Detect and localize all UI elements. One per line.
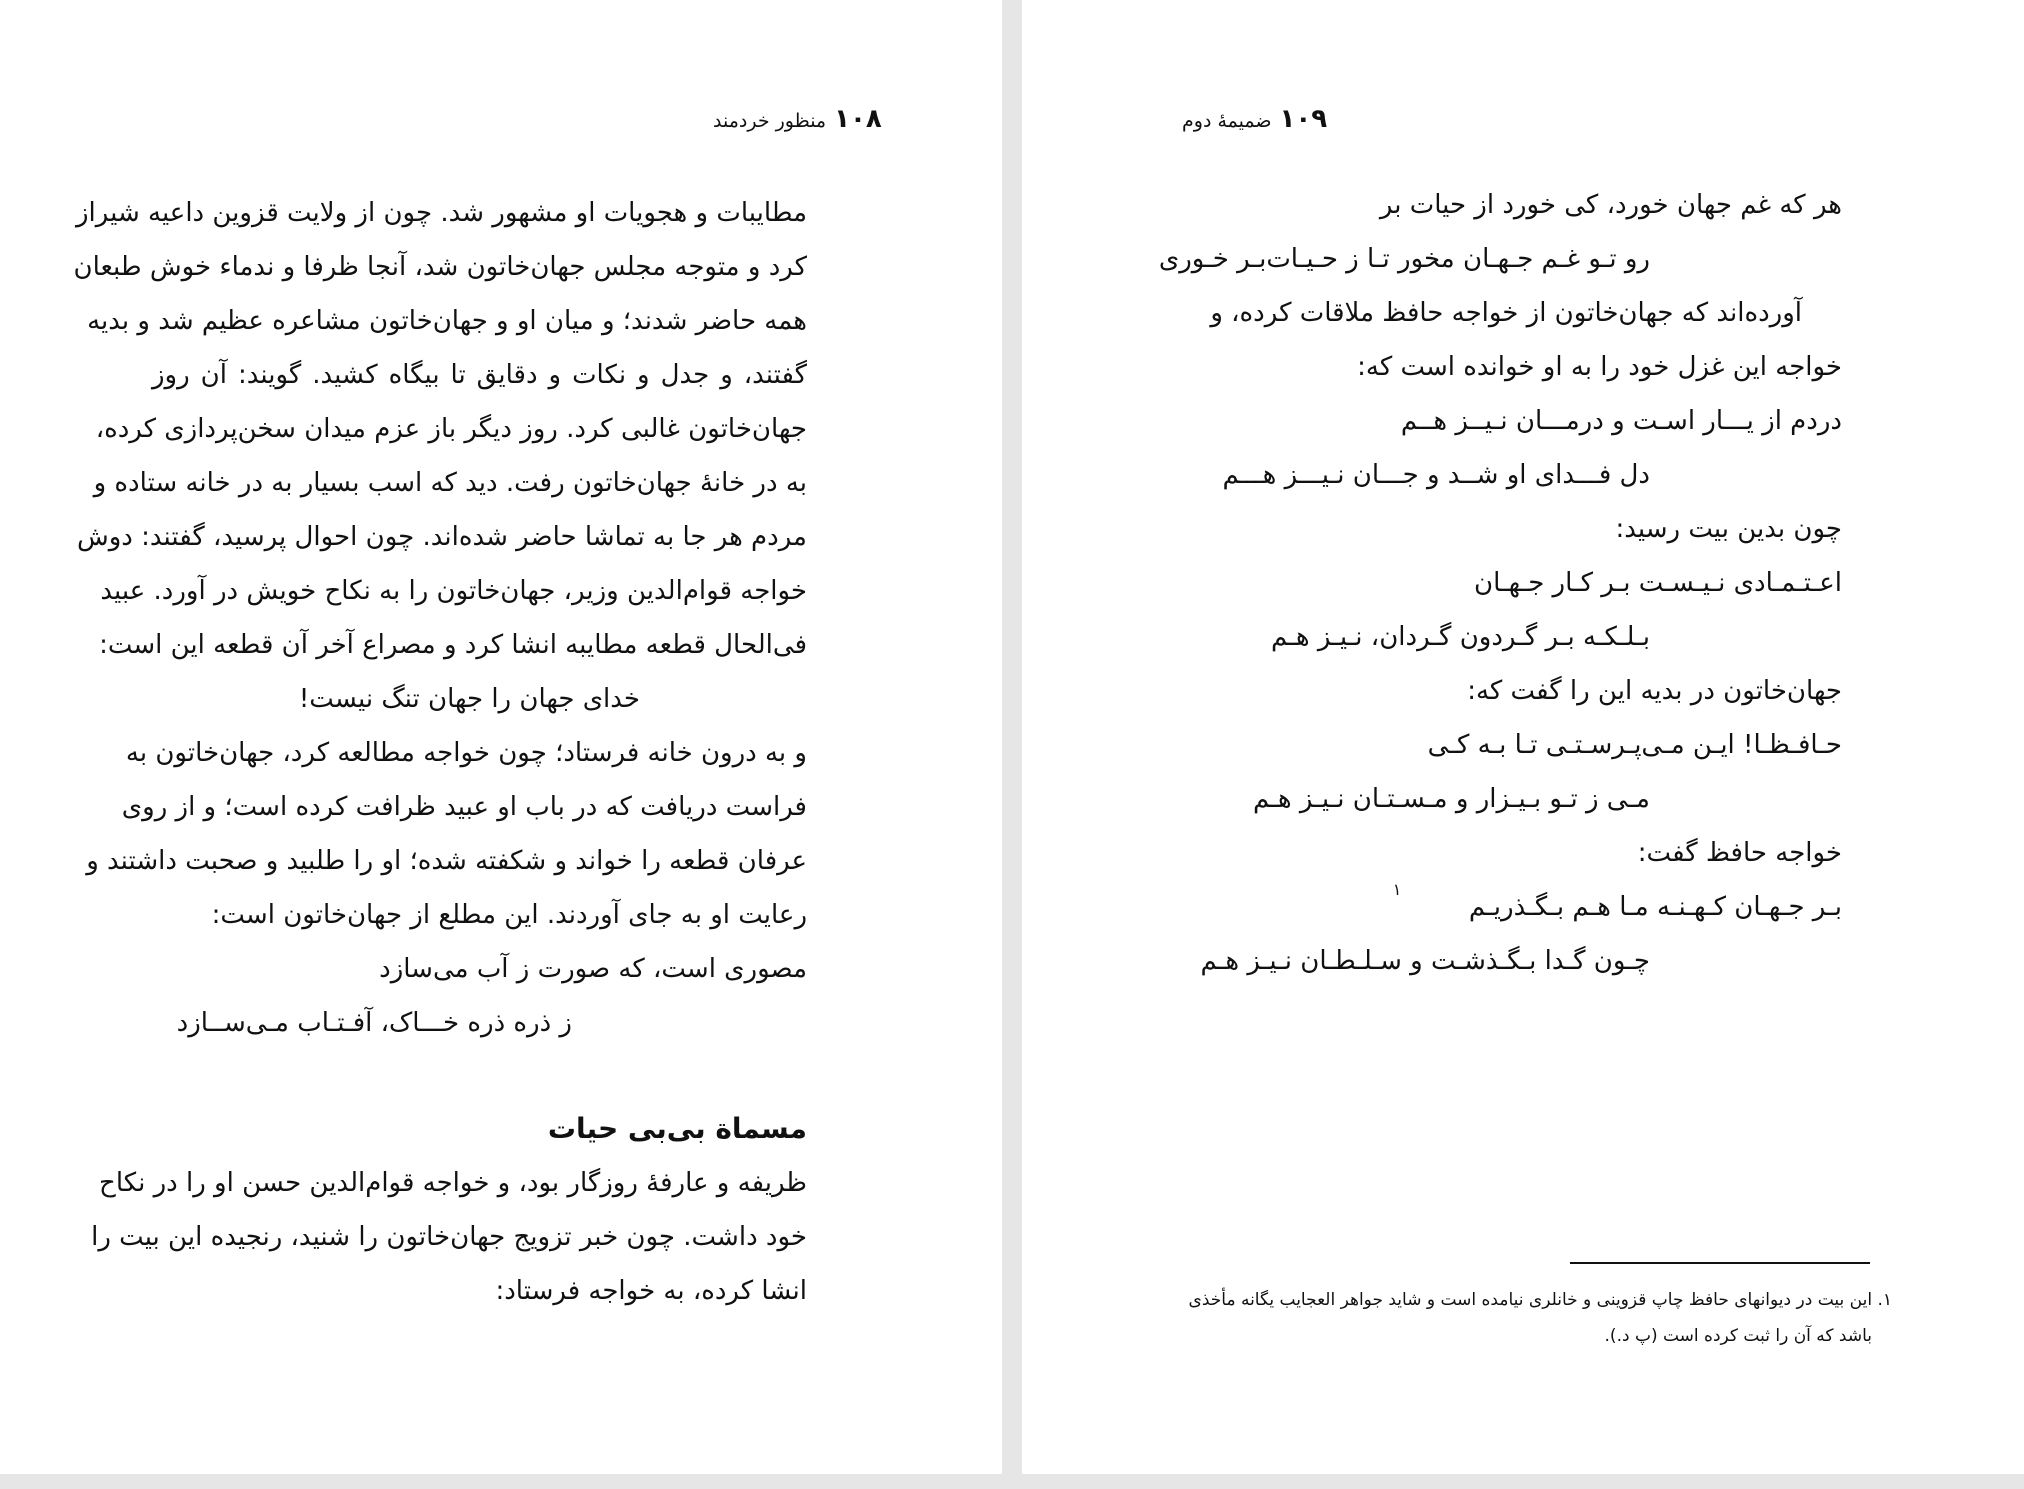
text-line: خواجه قوام‌الدین وزیر، جهان‌خاتون را به نکاح خویش در آورد. عبید xyxy=(100,576,807,606)
footnote-line: باشد که آن را ثبت کرده است (پ د.). xyxy=(1604,1326,1872,1346)
text-line: عرفان قطعه را خواند و شکفته شده؛ او را طلبید و صحبت داشتند و xyxy=(86,846,807,876)
running-title: ضمیمهٔ دوم xyxy=(1182,110,1272,132)
text-line: همه حاضر شدند؛ و میان او و جهان‌خاتون مشاعره عظیم شد و بدیه xyxy=(87,306,807,336)
running-title: منظور خردمند xyxy=(713,110,827,132)
text-line: مطایبات و هجویات او مشهور شد. چون از ولایت قزوین داعیه شیراز xyxy=(76,198,807,228)
text-line: خود داشت. چون خبر تزویج جهان‌خاتون را شنید، رنجیده این بیت را xyxy=(91,1222,807,1252)
verse-line: مـی ز تـو بـیـزار و مـسـتـان نـیـز هـم xyxy=(1252,784,1650,814)
text-line: گفتند، و جدل و نکات و دقایق تا بیگاه کشید. گویند: آن روز xyxy=(152,360,807,390)
verse-line: بـر جـهـان کـهـنـه مـا هـم بـگـذریـم xyxy=(1468,892,1842,922)
text-line: خواجه این غزل خود را به او خوانده است که: xyxy=(1357,352,1842,382)
text-line: جهان‌خاتون در بدیه این را گفت که: xyxy=(1467,676,1842,706)
text-line: فراست دریافت که در باب او عبید ظرافت کرده است؛ و از روی xyxy=(121,792,807,822)
footnote-marker: ۱ xyxy=(1392,880,1402,899)
text-line: رعایت او به جای آوردند. این مطلع از جهان‌خاتون است: xyxy=(211,900,807,930)
text-line: ظریفه و عارفهٔ روزگار بود، و خواجه قوام‌الدین حسن او را در نکاح xyxy=(99,1168,807,1198)
footnote-rule xyxy=(1570,1262,1870,1264)
text-line: انشا کرده، به خواجه فرستاد: xyxy=(495,1276,807,1306)
page-number: ۱۰۹ xyxy=(1279,104,1328,134)
text-line: و به درون خانه فرستاد؛ چون خواجه مطالعه کرد، جهان‌خاتون به xyxy=(125,738,807,768)
text-line: مردم هر جا به تماشا حاضر شده‌اند. چون احوال پرسید، گفتند: دوش xyxy=(76,522,807,552)
verse-line: چـون گـدا بـگـذشـت و سـلـطـان نـیـز هـم xyxy=(1200,946,1650,976)
verse-line: ز ذره ذره خـــاک، آفـتـاب مـی‌ســازد xyxy=(176,1008,572,1038)
verse-line: دل فـــدای او شــد و جـــان نـیـــز هـــم xyxy=(1222,460,1650,490)
text-line: خواجه حافظ گفت: xyxy=(1637,838,1842,868)
text-line: چون بدین بیت رسید: xyxy=(1615,514,1842,544)
verse-line: خدای جهان را جهان تنگ نیست! xyxy=(298,684,640,714)
section-heading: مسماة بی‌بی حیات xyxy=(547,1112,807,1145)
text-line: فی‌الحال قطعه مطایبه انشا کرد و مصراع آخر آن قطعه این است: xyxy=(99,630,807,660)
page-header xyxy=(1182,104,1327,134)
verse-line: اعـتـمـادی نـیـسـت بـر کـار جـهـان xyxy=(1473,568,1842,598)
text-line: جهان‌خاتون غالبی کرد. روز دیگر باز عزم میدان سخن‌پردازی کرده، xyxy=(95,414,807,444)
left-page xyxy=(0,0,1002,1474)
text-line: کرد و متوجه مجلس جهان‌خاتون شد، آنجا ظرفا و ندماء خوش طبعان xyxy=(73,252,807,282)
verse-line: رو تـو غـم جـهـان مخور تـا ز حـیـات‌بـر خـوری xyxy=(1158,244,1650,274)
page-header xyxy=(713,104,882,134)
text-line: آورده‌اند که جهان‌خاتون از خواجه حافظ ملاقات کرده، و xyxy=(1210,298,1802,328)
text-line: به در خانهٔ جهان‌خاتون رفت. دید که اسب بسیار به در خانه ستاده و xyxy=(93,468,807,498)
verse-line: حـافـظـا! ایـن مـی‌پـرسـتـی تـا بـه کـی xyxy=(1427,730,1842,760)
right-page xyxy=(1022,0,2024,1474)
verse-line: هر که غم جهان خورد، کی خورد از حیات بر xyxy=(1379,190,1842,220)
footnote-line: ۱. این بیت در دیوانهای حافظ چاپ قزوینی و خانلری نیامده است و شاید جواهر العجایب یگانه مأخذی xyxy=(1188,1290,1892,1310)
verse-line: دردم از یـــار اسـت و درمـــان نـیــز هــم xyxy=(1400,406,1842,436)
verse-line: بـلـکـه بـر گـردون گـردان، نـیـز هـم xyxy=(1270,622,1650,652)
page-number: ۱۰۸ xyxy=(834,104,882,134)
verse-line: مصوری است، که صورت ز آب می‌سازد xyxy=(379,954,807,984)
